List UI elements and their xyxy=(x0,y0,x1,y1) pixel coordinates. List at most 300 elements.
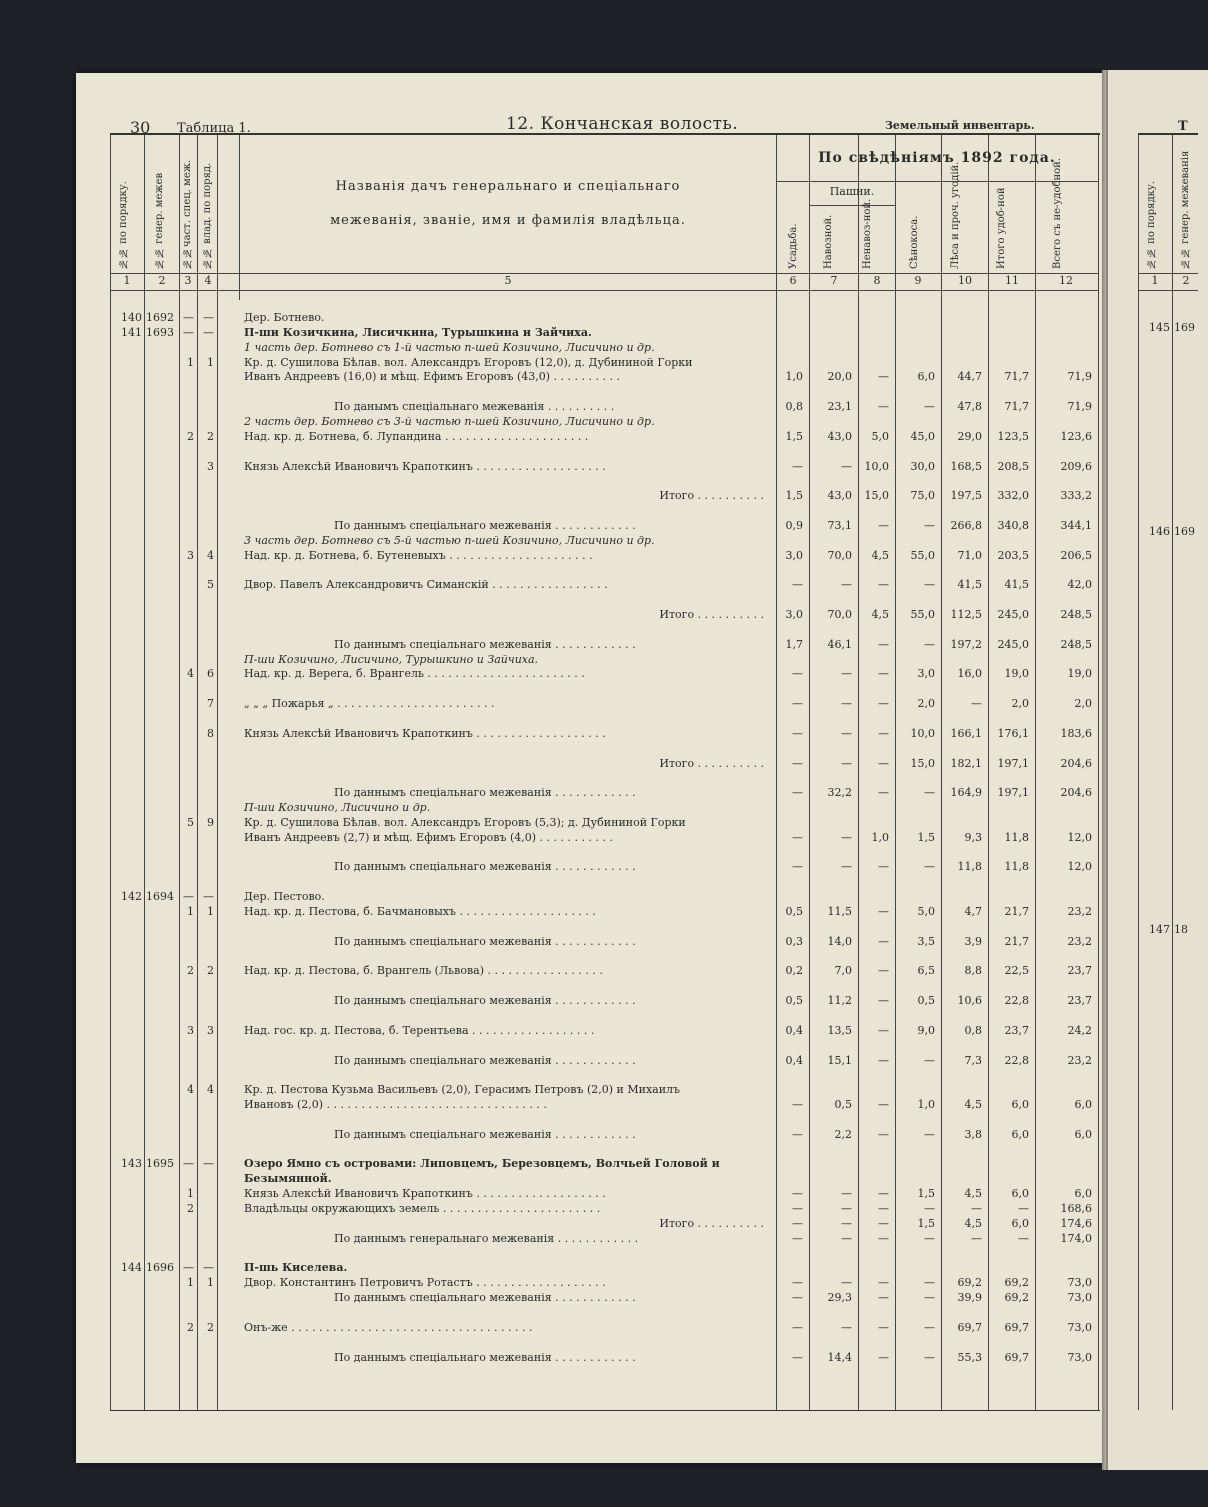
survey-header: По свѣдѣніямъ 1892 года. xyxy=(818,150,1056,166)
row-owner-num: — xyxy=(203,1261,214,1275)
row-value-senokos: 1,0 xyxy=(917,1098,935,1112)
row-part-num: 4 xyxy=(187,667,194,681)
row-value-senokos: 45,0 xyxy=(910,429,935,443)
row-value-senokos: — xyxy=(924,1231,935,1245)
table-row xyxy=(110,712,1098,726)
row-value-usadba: — xyxy=(792,756,803,770)
row-value-nenavozn: — xyxy=(878,667,889,681)
row-value-itogo: 41,5 xyxy=(1004,578,1029,592)
col-num-9: 9 xyxy=(914,274,922,287)
table-row xyxy=(110,964,1098,978)
row-order-num: 142 xyxy=(121,890,142,904)
table-row xyxy=(110,905,1098,919)
table-row xyxy=(110,1336,1098,1350)
row-gen-num: 1692 xyxy=(146,311,174,324)
row-part-num: — xyxy=(183,890,194,904)
row-owner-num: 6 xyxy=(207,667,214,681)
row-owner-num: 7 xyxy=(207,697,214,711)
row-value-senokos: 75,0 xyxy=(910,489,935,503)
row-value-itogo: 69,7 xyxy=(1004,1350,1029,1364)
row-value-senokos: 10,0 xyxy=(910,726,935,740)
col-num-5: 5 xyxy=(504,274,512,287)
row-value-les: 16,0 xyxy=(957,667,982,681)
row-value-vsego: 168,6 xyxy=(1060,1202,1092,1215)
table-row xyxy=(110,1039,1098,1053)
row-value-itogo: 176,1 xyxy=(997,726,1029,740)
row-value-nenavozn: — xyxy=(878,1276,889,1290)
row-description: Князь Алексѣй Ивановичъ Крапоткинъ . . . . . . . . . . . . . . . . . . . xyxy=(244,726,606,740)
col-num-6: 6 xyxy=(789,274,797,287)
row-owner-num: 1 xyxy=(207,905,214,918)
table-row xyxy=(110,504,1098,518)
row-part-num: 1 xyxy=(187,905,194,918)
row-value-navozn: 29,3 xyxy=(827,1291,852,1305)
col-num-3: 3 xyxy=(184,274,192,287)
row-description: Итого . . . . . . . . . . xyxy=(659,489,764,503)
row-value-navozn: 70,0 xyxy=(827,548,852,562)
row-value-les: 266,8 xyxy=(950,518,982,532)
row-description: По даннымъ спеціальнаго межеванія . . . . . . . . . . . . xyxy=(334,1350,636,1364)
col-gen-header: №№ генер. межев xyxy=(154,172,165,269)
row-value-nenavozn: — xyxy=(878,518,889,532)
table-row xyxy=(110,1261,1098,1275)
rp-row-num: 145 xyxy=(1149,321,1170,334)
rp-row-num: 147 xyxy=(1149,923,1170,936)
table-row xyxy=(110,1247,1098,1261)
row-value-les: 69,2 xyxy=(957,1276,982,1290)
row-value-vsego: 71,9 xyxy=(1067,370,1092,384)
row-value-les: 4,5 xyxy=(964,1098,982,1112)
row-description: По даннымъ спеціальнаго межеванія . . . . . . . . . . . . xyxy=(334,934,636,948)
row-value-senokos: 1,5 xyxy=(917,1216,935,1230)
row-description: Кр. д. Пестова Кузьма Васильевъ (2,0), Герасимъ Петровъ (2,0) и Михаилъ xyxy=(244,1083,681,1097)
row-value-senokos: — xyxy=(924,400,935,414)
table-row xyxy=(110,935,1098,949)
row-value-vsego: 206,5 xyxy=(1060,548,1092,562)
row-value-itogo: 69,7 xyxy=(1004,1320,1029,1334)
row-value-navozn: — xyxy=(841,1216,852,1230)
row-value-nenavozn: — xyxy=(878,756,889,770)
row-description: Итого . . . . . . . . . . xyxy=(659,608,764,621)
row-value-vsego: 123,6 xyxy=(1060,429,1092,443)
table-row xyxy=(110,667,1098,681)
row-description: Иванъ Андреевъ (2,7) и мѣщ. Ефимъ Егоровъ (4,0) . . . . . . . . . . . xyxy=(244,830,613,844)
pashni-header: Пашни. xyxy=(829,185,875,198)
row-value-senokos: — xyxy=(924,1276,935,1290)
row-description: По даннымъ генеральнаго межеванія . . . . . . . . . . . . xyxy=(334,1231,639,1245)
row-value-navozn: 11,2 xyxy=(827,994,852,1008)
row-value-itogo: 21,7 xyxy=(1004,905,1029,918)
row-description: Онъ-же . . . . . . . . . . . . . . . . . . . . . . . . . . . . . . . . . . . xyxy=(244,1320,533,1334)
table-row xyxy=(110,1172,1098,1186)
col-itogo-header: Итого удоб-ной xyxy=(996,187,1007,269)
row-value-nenavozn: — xyxy=(878,905,889,918)
table-label: Таблица 1. xyxy=(177,121,251,136)
rp-row-gen: 169 xyxy=(1174,321,1195,334)
row-value-senokos: — xyxy=(924,1127,935,1141)
col-num-11: 11 xyxy=(1005,274,1019,287)
row-value-vsego: 333,2 xyxy=(1060,489,1092,503)
row-value-navozn: — xyxy=(841,1276,852,1290)
inventory-table xyxy=(110,133,1100,1411)
col-num-1: 1 xyxy=(123,274,131,287)
row-value-usadba: 0,5 xyxy=(785,994,803,1008)
row-value-nenavozn: — xyxy=(878,934,889,948)
table-row xyxy=(110,370,1098,384)
row-value-itogo: 23,7 xyxy=(1004,1023,1029,1037)
row-value-senokos: 55,0 xyxy=(910,548,935,562)
row-value-vsego: 19,0 xyxy=(1067,667,1092,681)
row-value-itogo: 332,0 xyxy=(997,489,1029,503)
row-value-vsego: 23,2 xyxy=(1067,1053,1092,1067)
row-value-vsego: 73,0 xyxy=(1067,1276,1092,1290)
row-value-nenavozn: 1,0 xyxy=(871,830,889,844)
row-description: Над. гос. кр. д. Пестова, б. Терентьева . . . . . . . . . . . . . . . . . . xyxy=(244,1023,595,1037)
row-value-nenavozn: — xyxy=(878,1202,889,1215)
row-gen-num: 1696 xyxy=(146,1261,174,1275)
row-value-senokos: 5,0 xyxy=(917,905,935,918)
table-row xyxy=(110,311,1098,325)
row-value-usadba: — xyxy=(792,1231,803,1245)
row-value-senokos: — xyxy=(924,786,935,800)
row-value-navozn: 0,5 xyxy=(834,1098,852,1112)
row-value-itogo: 340,8 xyxy=(997,518,1029,532)
row-value-usadba: — xyxy=(792,667,803,681)
row-value-usadba: — xyxy=(792,1350,803,1364)
row-description: По даннымъ спеціальнаго межеванія . . . . . . . . . . . . xyxy=(334,994,636,1008)
row-value-nenavozn: — xyxy=(878,1350,889,1364)
row-owner-num: 8 xyxy=(207,726,214,740)
row-value-itogo: 71,7 xyxy=(1004,400,1029,414)
row-value-nenavozn: — xyxy=(878,994,889,1008)
row-value-navozn: — xyxy=(841,1202,852,1215)
row-value-nenavozn: 15,0 xyxy=(864,489,889,503)
row-value-usadba: — xyxy=(792,1320,803,1334)
row-value-itogo: 197,1 xyxy=(997,756,1029,770)
row-value-vsego: 6,0 xyxy=(1074,1098,1092,1112)
row-value-nenavozn: — xyxy=(878,786,889,800)
col-usadba-header: Усадьба. xyxy=(788,223,799,269)
row-value-senokos: 55,0 xyxy=(910,608,935,621)
row-value-usadba: 3,0 xyxy=(785,608,803,621)
row-value-nenavozn: 4,5 xyxy=(871,608,889,621)
row-value-itogo: 69,2 xyxy=(1004,1291,1029,1305)
table-row xyxy=(110,1202,1098,1216)
row-description: Итого . . . . . . . . . . xyxy=(659,756,764,770)
row-value-usadba: 1,5 xyxy=(785,429,803,443)
row-description: По даннымъ спеціальнаго межеванія . . . . . . . . . . . . xyxy=(334,786,636,800)
row-part-num: 5 xyxy=(187,815,194,829)
title-header-2: межеванія, званіе, имя и фамилія владѣльца. xyxy=(330,213,686,228)
row-part-num: 2 xyxy=(187,1202,194,1215)
table-row xyxy=(110,950,1098,964)
row-value-vsego: 23,2 xyxy=(1067,934,1092,948)
table-row xyxy=(110,1321,1098,1335)
row-value-vsego: 248,5 xyxy=(1060,637,1092,651)
row-description: Итого . . . . . . . . . . xyxy=(659,1216,764,1230)
right-page-table xyxy=(1138,133,1198,1410)
row-value-usadba: — xyxy=(792,697,803,711)
row-value-senokos: — xyxy=(924,860,935,874)
row-value-senokos: 2,0 xyxy=(917,697,935,711)
table-row xyxy=(110,385,1098,399)
row-value-les: — xyxy=(971,697,982,711)
row-description: Озеро Ямно съ островами: Липовцемъ, Березовцемъ, Волчьей Головой и xyxy=(244,1157,720,1171)
row-part-num: 1 xyxy=(187,1187,194,1201)
col-senokos-header: Сѣнокоса. xyxy=(909,215,920,269)
table-row xyxy=(110,801,1098,815)
row-value-les: 41,5 xyxy=(957,578,982,592)
table-row xyxy=(110,846,1098,860)
row-value-vsego: 6,0 xyxy=(1074,1127,1092,1141)
rp-row-gen: 169 xyxy=(1174,525,1195,538)
table-row xyxy=(110,1068,1098,1082)
table-row xyxy=(110,608,1098,622)
row-value-les: 4,5 xyxy=(964,1187,982,1201)
table-row xyxy=(110,326,1098,340)
row-value-nenavozn: — xyxy=(878,697,889,711)
row-value-itogo: 197,1 xyxy=(997,786,1029,800)
table-row xyxy=(110,994,1098,1008)
row-value-vsego: 204,6 xyxy=(1060,786,1092,800)
row-description: Над. кр. д. Пестова, б. Бачмановыхъ . . . . . . . . . . . . . . . . . . . . xyxy=(244,905,596,918)
table-row xyxy=(110,831,1098,845)
table-row xyxy=(110,1098,1098,1112)
section-title: Земельный инвентарь. xyxy=(885,119,1035,132)
row-value-usadba: — xyxy=(792,786,803,800)
row-value-nenavozn: — xyxy=(878,1023,889,1037)
row-value-vsego: 174,6 xyxy=(1060,1216,1092,1230)
row-value-vsego: 42,0 xyxy=(1067,578,1092,592)
row-description: Над. кр. д. Ботнева, б. Бутеневыхъ . . . . . . . . . . . . . . . . . . . . . xyxy=(244,548,593,562)
row-value-navozn: 43,0 xyxy=(827,489,852,503)
row-description: „ „ „ Пожарья „ . . . . . . . . . . . . . . . . . . . . . . . xyxy=(244,697,495,711)
rp-col-num-1: 1 xyxy=(1151,274,1159,287)
row-description: Дер. Пестово. xyxy=(244,890,325,904)
col-vsego-header: Всего съ не-удобной. xyxy=(1052,157,1063,269)
table-row xyxy=(110,534,1098,548)
row-value-itogo: 21,7 xyxy=(1004,934,1029,948)
row-value-nenavozn: 5,0 xyxy=(871,429,889,443)
table-row xyxy=(110,771,1098,785)
row-value-les: 10,6 xyxy=(957,994,982,1008)
row-value-senokos: 6,0 xyxy=(917,370,935,384)
row-part-num: 2 xyxy=(187,1320,194,1334)
table-row xyxy=(110,920,1098,934)
row-value-navozn: 14,4 xyxy=(827,1350,852,1364)
row-description: Князь Алексѣй Ивановичъ Крапоткинъ . . . . . . . . . . . . . . . . . . . xyxy=(244,459,606,473)
row-value-navozn: 11,5 xyxy=(827,905,852,918)
row-value-navozn: — xyxy=(841,1320,852,1334)
row-value-usadba: 1,0 xyxy=(785,370,803,384)
row-value-vsego: 174,0 xyxy=(1060,1231,1092,1245)
row-value-senokos: — xyxy=(924,1202,935,1215)
row-value-vsego: 23,2 xyxy=(1067,905,1092,918)
row-gen-num: 1693 xyxy=(146,325,174,339)
table-row xyxy=(110,638,1098,652)
row-value-itogo: 208,5 xyxy=(997,459,1029,473)
rp-col-order-header: №№ по порядку. xyxy=(1146,181,1157,269)
row-value-vsego: 183,6 xyxy=(1060,726,1092,740)
row-value-itogo: 6,0 xyxy=(1011,1127,1029,1141)
row-value-nenavozn: — xyxy=(878,1231,889,1245)
row-value-itogo: — xyxy=(1018,1202,1029,1215)
row-value-itogo: 69,2 xyxy=(1004,1276,1029,1290)
table-row xyxy=(110,563,1098,577)
table-row xyxy=(110,1024,1098,1038)
row-value-les: — xyxy=(971,1231,982,1245)
row-gen-num: 1694 xyxy=(146,890,174,904)
row-part-num: — xyxy=(183,311,194,324)
row-value-senokos: 15,0 xyxy=(910,756,935,770)
row-value-navozn: — xyxy=(841,459,852,473)
row-description: Владѣльцы окружающихъ земель . . . . . . . . . . . . . . . . . . . . . . . xyxy=(244,1202,601,1215)
row-value-nenavozn: — xyxy=(878,964,889,978)
row-value-navozn: 70,0 xyxy=(827,608,852,621)
row-value-senokos: — xyxy=(924,1053,935,1067)
row-value-les: 71,0 xyxy=(957,548,982,562)
table-row xyxy=(110,1054,1098,1068)
row-value-les: 29,0 xyxy=(957,429,982,443)
table-row xyxy=(110,593,1098,607)
row-value-senokos: 9,0 xyxy=(917,1023,935,1037)
row-value-nenavozn: — xyxy=(878,726,889,740)
row-value-itogo: 11,8 xyxy=(1004,830,1029,844)
col-part-header: №№част. спец. меж. xyxy=(182,159,193,269)
row-value-nenavozn: — xyxy=(878,370,889,384)
row-value-les: 3,8 xyxy=(964,1127,982,1141)
row-owner-num: — xyxy=(203,890,214,904)
col-order-header: №№ по порядку. xyxy=(118,181,129,269)
row-value-nenavozn: — xyxy=(878,1187,889,1201)
row-description: Над. кр. д. Ботнева, б. Лупандина . . . . . . . . . . . . . . . . . . . . . xyxy=(244,429,589,443)
row-part-num: 1 xyxy=(187,1276,194,1290)
table-row xyxy=(110,742,1098,756)
row-value-senokos: — xyxy=(924,1350,935,1364)
row-value-usadba: 1,5 xyxy=(785,489,803,503)
row-description: По даннымъ спеціальнаго межеванія . . . . . . . . . . . . xyxy=(334,518,636,532)
table-row xyxy=(110,786,1098,800)
table-row xyxy=(110,727,1098,741)
row-value-navozn: 32,2 xyxy=(827,786,852,800)
table-row xyxy=(110,1083,1098,1097)
row-value-itogo: 203,5 xyxy=(997,548,1029,562)
row-value-les: 166,1 xyxy=(950,726,982,740)
row-value-usadba: — xyxy=(792,578,803,592)
row-order-num: 143 xyxy=(121,1157,142,1171)
table-row xyxy=(110,860,1098,874)
row-value-vsego: 6,0 xyxy=(1074,1187,1092,1201)
row-value-navozn: 20,0 xyxy=(827,370,852,384)
row-value-les: 39,9 xyxy=(957,1291,982,1305)
row-value-les: 4,7 xyxy=(964,905,982,918)
rp-row-gen: 18 xyxy=(1174,923,1188,936)
col-num-8: 8 xyxy=(873,274,881,287)
row-value-senokos: — xyxy=(924,1320,935,1334)
row-value-navozn: 15,1 xyxy=(827,1053,852,1067)
row-value-usadba: 0,3 xyxy=(785,934,803,948)
table-row xyxy=(110,1232,1098,1246)
row-description: 3 часть дер. Ботнево съ 5-й частью п-шей Козичино, Лисичино и др. xyxy=(244,533,655,547)
table-row xyxy=(110,890,1098,904)
row-value-itogo: 245,0 xyxy=(997,608,1029,621)
row-value-les: 55,3 xyxy=(957,1350,982,1364)
row-value-les: 0,8 xyxy=(964,1023,982,1037)
table-row xyxy=(110,400,1098,414)
table-row xyxy=(110,341,1098,355)
row-value-navozn: — xyxy=(841,667,852,681)
table-row xyxy=(110,653,1098,667)
row-owner-num: — xyxy=(203,311,214,324)
row-value-usadba: — xyxy=(792,830,803,844)
row-part-num: — xyxy=(183,1157,194,1171)
table-row xyxy=(110,1291,1098,1305)
col-num-12: 12 xyxy=(1059,274,1073,287)
rp-col-gen-header: №№ генер. межеванія xyxy=(1180,150,1191,269)
row-owner-num: 1 xyxy=(207,1276,214,1290)
page-title: 12. Кончанская волость. xyxy=(506,114,739,134)
table-row xyxy=(110,549,1098,563)
rp-row-num: 146 xyxy=(1149,525,1170,538)
row-value-les: 44,7 xyxy=(957,370,982,384)
row-owner-num: 3 xyxy=(207,459,214,473)
row-owner-num: — xyxy=(203,325,214,339)
row-value-itogo: 6,0 xyxy=(1011,1187,1029,1201)
row-value-les: 197,5 xyxy=(950,489,982,503)
row-value-itogo: 11,8 xyxy=(1004,860,1029,874)
table-row xyxy=(110,578,1098,592)
row-value-les: 69,7 xyxy=(957,1320,982,1334)
row-description: Над. кр. д. Пестова, б. Врангель (Львова) . . . . . . . . . . . . . . . . . xyxy=(244,964,603,978)
right-page-header: Т xyxy=(1178,119,1188,134)
table-row xyxy=(110,1276,1098,1290)
table-row xyxy=(110,1306,1098,1320)
row-owner-num: 1 xyxy=(207,355,214,369)
row-value-vsego: 73,0 xyxy=(1067,1291,1092,1305)
row-description: По даннымъ спеціальнаго межеванія . . . . . . . . . . . . xyxy=(334,1053,636,1067)
row-owner-num: 5 xyxy=(207,578,214,592)
row-value-les: 11,8 xyxy=(957,860,982,874)
row-value-vsego: 23,7 xyxy=(1067,964,1092,978)
row-description: Иванъ Андреевъ (16,0) и мѣщ. Ефимъ Егоровъ (43,0) . . . . . . . . . . xyxy=(244,370,620,384)
row-value-senokos: 1,5 xyxy=(917,830,935,844)
row-value-vsego: 204,6 xyxy=(1060,756,1092,770)
row-value-vsego: 73,0 xyxy=(1067,1350,1092,1364)
row-value-navozn: — xyxy=(841,860,852,874)
row-value-vsego: 12,0 xyxy=(1067,830,1092,844)
row-description: 1 часть дер. Ботнево съ 1-й частью п-шей Козичино, Лисичино и др. xyxy=(244,340,655,354)
row-value-itogo: 6,0 xyxy=(1011,1098,1029,1112)
row-owner-num: 4 xyxy=(207,548,214,562)
row-description: П-ши Козичкина, Лисичкина, Турышкина и Зайчиха. xyxy=(244,325,592,339)
row-description: Ивановъ (2,0) . . . . . . . . . . . . . . . . . . . . . . . . . . . . . . . . xyxy=(244,1098,547,1112)
row-value-vsego: 73,0 xyxy=(1067,1320,1092,1334)
row-description: Двор. Константинъ Петровичъ Ротастъ . . . . . . . . . . . . . . . . . . . xyxy=(244,1276,606,1290)
table-row xyxy=(110,430,1098,444)
row-value-vsego: 344,1 xyxy=(1060,518,1092,532)
row-value-senokos: — xyxy=(924,1291,935,1305)
row-description: По даннымъ спеціальнаго межеванія . . . . . . . . . . . . xyxy=(334,637,636,651)
row-owner-num: 3 xyxy=(207,1023,214,1037)
row-value-usadba: 0,5 xyxy=(785,905,803,918)
row-value-senokos: 3,0 xyxy=(917,667,935,681)
row-value-vsego: 12,0 xyxy=(1067,860,1092,874)
row-value-les: 9,3 xyxy=(964,830,982,844)
row-value-usadba: — xyxy=(792,1098,803,1112)
row-value-usadba: — xyxy=(792,726,803,740)
row-value-senokos: 1,5 xyxy=(917,1187,935,1201)
row-value-usadba: — xyxy=(792,1276,803,1290)
